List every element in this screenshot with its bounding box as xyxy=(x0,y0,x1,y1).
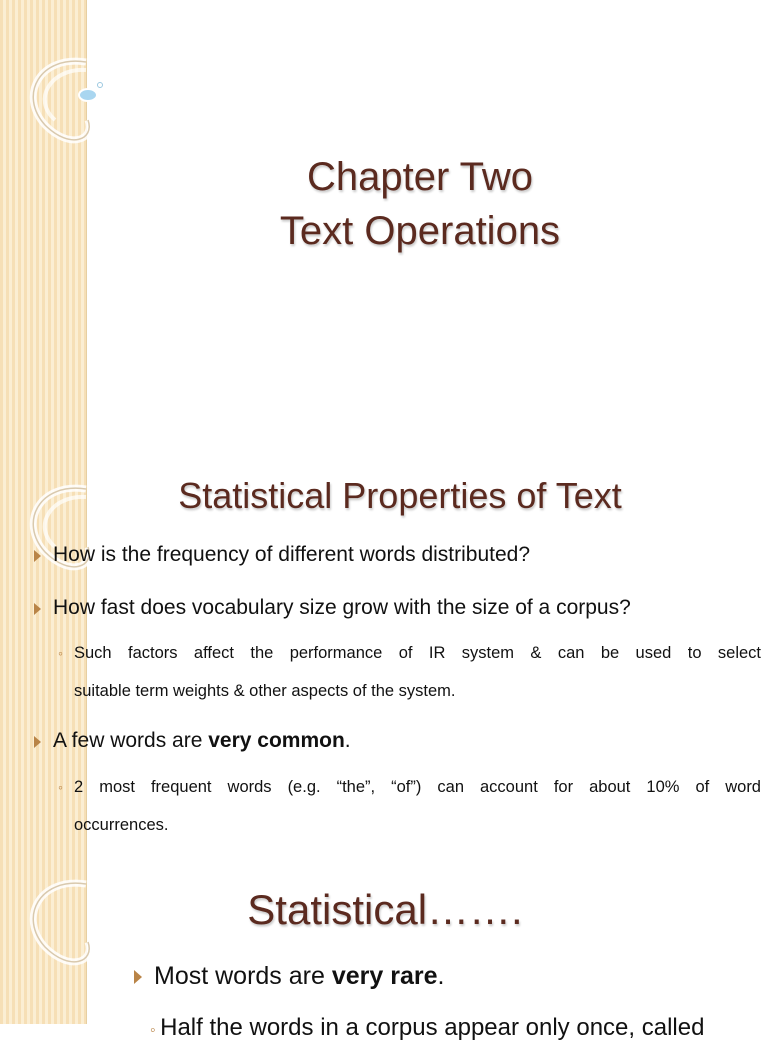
bullet-text xyxy=(154,962,444,991)
circle-bullet-icon: ◦ xyxy=(58,779,63,795)
sub-bullet-line-2: suitable term weights & other aspects of the system. xyxy=(74,682,456,700)
bullet-text-post: . xyxy=(437,962,445,990)
bullet-text-pre: Most words are xyxy=(154,962,332,990)
bullet-text-bold: very rare xyxy=(331,962,438,990)
bullet-text: How is the frequency of different words distributed? xyxy=(53,543,531,566)
bullet-text: How fast does vocabulary size grow with the size of a corpus? xyxy=(53,596,631,619)
triangle-bullet-icon xyxy=(34,736,41,748)
bullet-text-bold: very common xyxy=(208,729,345,752)
swirl-ornament xyxy=(0,0,130,160)
triangle-bullet-icon xyxy=(34,603,41,615)
swirl-ornament xyxy=(0,854,130,1014)
slide-2 xyxy=(0,427,768,854)
bullet-text-post: . xyxy=(344,729,351,752)
slide-3 xyxy=(0,854,768,1041)
title-line-2: Text Operations xyxy=(279,209,561,253)
bullet-text xyxy=(53,729,351,753)
sub-bullet-line-1: 2 most frequent words (e.g. “the”, “of”) can account for about 10% of word xyxy=(74,778,761,796)
slide-1 xyxy=(0,0,768,427)
title-line-1: Chapter Two xyxy=(306,155,534,199)
slide-2-title: Statistical Properties of Text xyxy=(178,475,622,516)
bullet-text-pre: A few words are xyxy=(53,729,209,752)
slide-3-title: Statistical……. xyxy=(247,886,523,933)
partial-sub-bullet xyxy=(150,1014,704,1042)
triangle-bullet-icon xyxy=(34,550,41,562)
circle-bullet-icon: ◦ xyxy=(58,645,63,661)
partial-text: Half the words in a corpus appear only once, called xyxy=(160,1014,705,1041)
sub-bullet-line-2: occurrences. xyxy=(74,816,169,834)
slide-1-title xyxy=(110,150,730,258)
sub-bullet-line-1: Such factors affect the performance of IR system & can be used to select xyxy=(74,644,761,662)
circle-bullet-icon: ◦ xyxy=(150,1022,161,1039)
triangle-bullet-icon xyxy=(134,970,142,984)
